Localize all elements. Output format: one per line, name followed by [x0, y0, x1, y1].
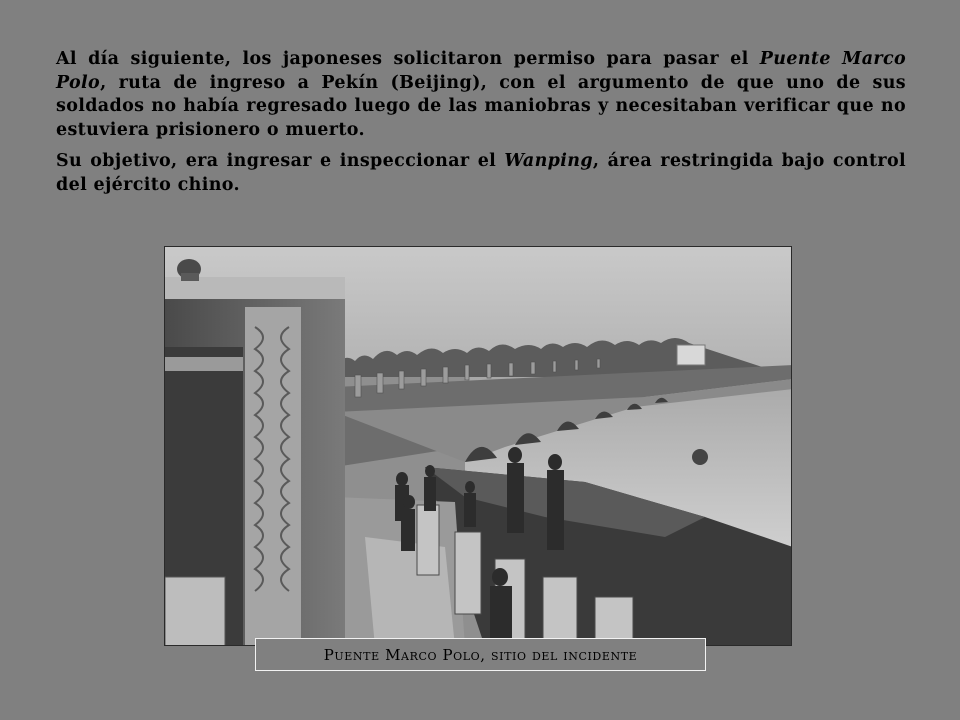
paragraph-1-part-1: Al día siguiente, los japoneses solicitaron permiso para pasar el	[56, 49, 760, 69]
paragraph-1-part-2-italic: Puente Marco Polo	[56, 49, 906, 93]
paragraph-2-part-1: Su objetivo, era ingresar e inspeccionar el	[56, 151, 505, 171]
paragraph-1-part-3: , ruta de ingreso a Pekín (Beijing), con el argumento de que uno de sus soldados no había regresado luego de las maniobras y necesitaban verificar que no estuviera prisionero o muerto.	[56, 72, 906, 140]
paragraph-2	[56, 150, 906, 197]
bridge-photo	[164, 246, 792, 646]
bridge-photo-illustration	[165, 247, 792, 646]
paragraph-2-part-2-italic: Wanping	[504, 151, 593, 171]
paragraph-2-part-3: , área restringida bajo control del ejército chino.	[56, 151, 906, 195]
body-text	[56, 48, 906, 205]
paragraph-1	[56, 48, 906, 142]
photo-caption: Puente Marco Polo, sitio del incidente	[255, 638, 706, 671]
